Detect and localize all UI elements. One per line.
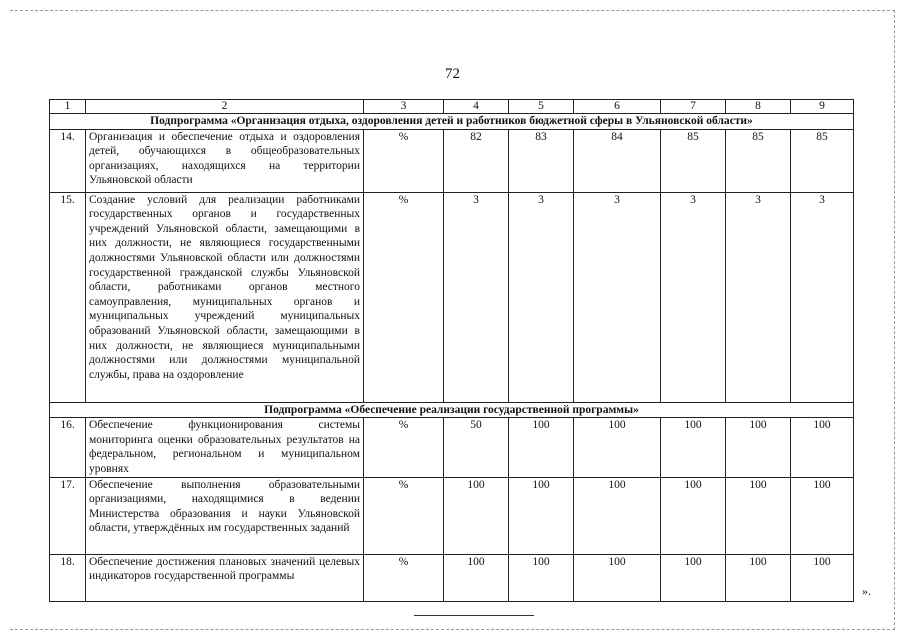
row-value: 85 (791, 129, 854, 192)
row-description: Создание условий для реализации работниками государственных органов и государственных учреждений Ульяновской области, замещающими в них должности, не являющиеся государственными должностями Ульяновской области или должностями государственной гражданской службы Ульяновской области, работниками органов местного самоуправления, муниципальных органов и муниципальных учреждений муниципальных образований Ульяновской области, замещающими в них должности, не являющиеся муниципальными должностями или должностями муниципальной службы, права на оздоровление (86, 192, 364, 402)
row-value: 100 (444, 554, 509, 601)
table-row (50, 129, 854, 192)
row-description: Организация и обеспечение отдыха и оздоровления детей, обучающихся в общеобразовательных организациях, находящихся на территории Ульяновской области (86, 129, 364, 192)
row-description: Обеспечение выполнения образовательными организациями, находящимися в ведении Министерства образования и науки Ульяновской области, утверждённых им государственных заданий (86, 477, 364, 554)
header-cell: 9 (791, 100, 854, 114)
row-value: 100 (661, 554, 726, 601)
row-value: 100 (574, 554, 661, 601)
row-number: 18. (50, 554, 86, 601)
section-title: Подпрограмма «Обеспечение реализации государственной программы» (50, 402, 854, 418)
row-unit: % (364, 477, 444, 554)
scan-border-right (894, 10, 895, 630)
row-description: Обеспечение достижения плановых значений целевых индикаторов государственной программы (86, 554, 364, 601)
row-value: 3 (661, 192, 726, 402)
row-value: 100 (661, 477, 726, 554)
row-value: 100 (444, 477, 509, 554)
indicators-table (49, 99, 854, 602)
closing-quote-mark: ». (862, 584, 871, 598)
footer-rule (414, 615, 534, 616)
row-value: 100 (791, 554, 854, 601)
row-value: 100 (509, 418, 574, 477)
row-value: 83 (509, 129, 574, 192)
row-value: 100 (791, 477, 854, 554)
row-unit: % (364, 418, 444, 477)
row-value: 3 (574, 192, 661, 402)
row-value: 3 (444, 192, 509, 402)
row-value: 100 (574, 418, 661, 477)
header-cell: 7 (661, 100, 726, 114)
row-value: 100 (509, 554, 574, 601)
row-value: 100 (726, 418, 791, 477)
header-cell: 4 (444, 100, 509, 114)
row-value: 3 (791, 192, 854, 402)
section-row (50, 402, 854, 418)
page-number: 72 (445, 66, 460, 82)
row-description: Обеспечение функционирования системы мониторинга оценки образовательных результатов на федеральном, региональном и муниципальном уровнях (86, 418, 364, 477)
table-header-row (50, 100, 854, 114)
row-number: 15. (50, 192, 86, 402)
row-number: 16. (50, 418, 86, 477)
row-value: 84 (574, 129, 661, 192)
section-title: Подпрограмма «Организация отдыха, оздоровления детей и работников бюджетной сферы в Ульяновской области» (50, 114, 854, 130)
row-value: 85 (661, 129, 726, 192)
row-value: 100 (726, 554, 791, 601)
section-row (50, 114, 854, 130)
table-row (50, 418, 854, 477)
row-value: 100 (574, 477, 661, 554)
row-unit: % (364, 192, 444, 402)
header-cell: 1 (50, 100, 86, 114)
row-number: 14. (50, 129, 86, 192)
header-cell: 3 (364, 100, 444, 114)
scan-border-top (10, 10, 895, 11)
header-cell: 5 (509, 100, 574, 114)
row-unit: % (364, 554, 444, 601)
scan-border-bottom (10, 629, 895, 630)
table-row (50, 477, 854, 554)
table-row (50, 554, 854, 601)
table-row (50, 192, 854, 402)
row-value: 50 (444, 418, 509, 477)
row-number: 17. (50, 477, 86, 554)
row-value: 82 (444, 129, 509, 192)
row-value: 100 (509, 477, 574, 554)
row-value: 100 (661, 418, 726, 477)
header-cell: 8 (726, 100, 791, 114)
row-value: 3 (509, 192, 574, 402)
header-cell: 2 (86, 100, 364, 114)
row-unit: % (364, 129, 444, 192)
row-value: 100 (726, 477, 791, 554)
header-cell: 6 (574, 100, 661, 114)
row-value: 100 (791, 418, 854, 477)
row-value: 85 (726, 129, 791, 192)
row-value: 3 (726, 192, 791, 402)
